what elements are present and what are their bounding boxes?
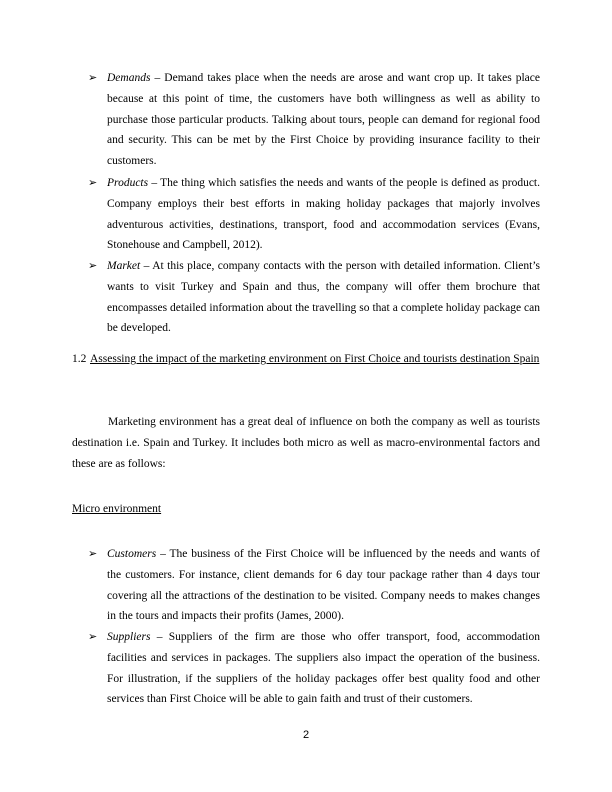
bullet-term: Products (107, 177, 149, 189)
bullet-term: Suppliers (107, 631, 151, 643)
bullet-icon: ➢ (88, 631, 98, 643)
bullet-term: Market (107, 260, 141, 272)
bullet-item-products (107, 173, 540, 256)
section-title: Assessing the impact of the marketing environment on First Choice and tourists destination Spain (90, 353, 540, 365)
bullet-icon: ➢ (88, 177, 98, 189)
bullet-text: – The thing which satisfies the needs and wants of the people is defined as product. Company employs their best efforts in making holiday packages that majorly involves adventurous activities, destinations, transport, food and accommodation services (Evans, Stonehouse and Campbell, 2012). (107, 177, 540, 252)
bullet-item-demands (107, 68, 540, 172)
bullet-icon: ➢ (88, 548, 98, 560)
subheading-micro-environment: Micro environment (72, 503, 162, 515)
page-number: 2 (302, 729, 310, 741)
bullet-icon: ➢ (88, 72, 98, 84)
section-number: 1.2 (72, 353, 87, 365)
bullet-text: – Suppliers of the firm are those who offer transport, food, accommodation facilities and services in packages. The suppliers also impact the operation of the business. For illustration, if the suppliers of the holiday packages offer best quality food and other services than First Choice will be able to gain faith and trust of their customers. (107, 631, 540, 706)
bullet-text: – The business of the First Choice will be influenced by the needs and wants of the customers. For instance, client demands for 6 day tour package rather than 4 days tour covering all the attractions of the destination to be visited. Company needs to makes changes in the tours and impacts their profits (James, 2000). (107, 548, 540, 623)
bullet-icon: ➢ (88, 260, 98, 272)
bullet-term: Demands (107, 72, 151, 84)
bullet-item-suppliers (107, 627, 540, 710)
bullet-text: – Demand takes place when the needs are arose and want crop up. It takes place because at this point of time, the customers have both willingness as well as ability to purchase those particular products. Talking about tours, people can demand for regional food and security. This can be met by the First Choice by providing insurance facility to their customers. (107, 72, 540, 168)
intro-paragraph: Marketing environment has a great deal of influence on both the company as well as tourists destination i.e. Spain and Turkey. It includes both micro as well as macro-environmental factors and these are as follows: (72, 416, 540, 470)
bullet-item-market (107, 256, 540, 339)
bullet-term: Customers (107, 548, 157, 560)
bullet-item-customers (107, 544, 540, 627)
section-heading (72, 349, 540, 370)
bullet-text: – At this place, company contacts with the person with detailed information. Client’s wants to visit Turkey and Spain and thus, the company will offer them brochure that encompasses detailed information about the travelling so that a complete holiday package can be developed. (107, 260, 540, 335)
